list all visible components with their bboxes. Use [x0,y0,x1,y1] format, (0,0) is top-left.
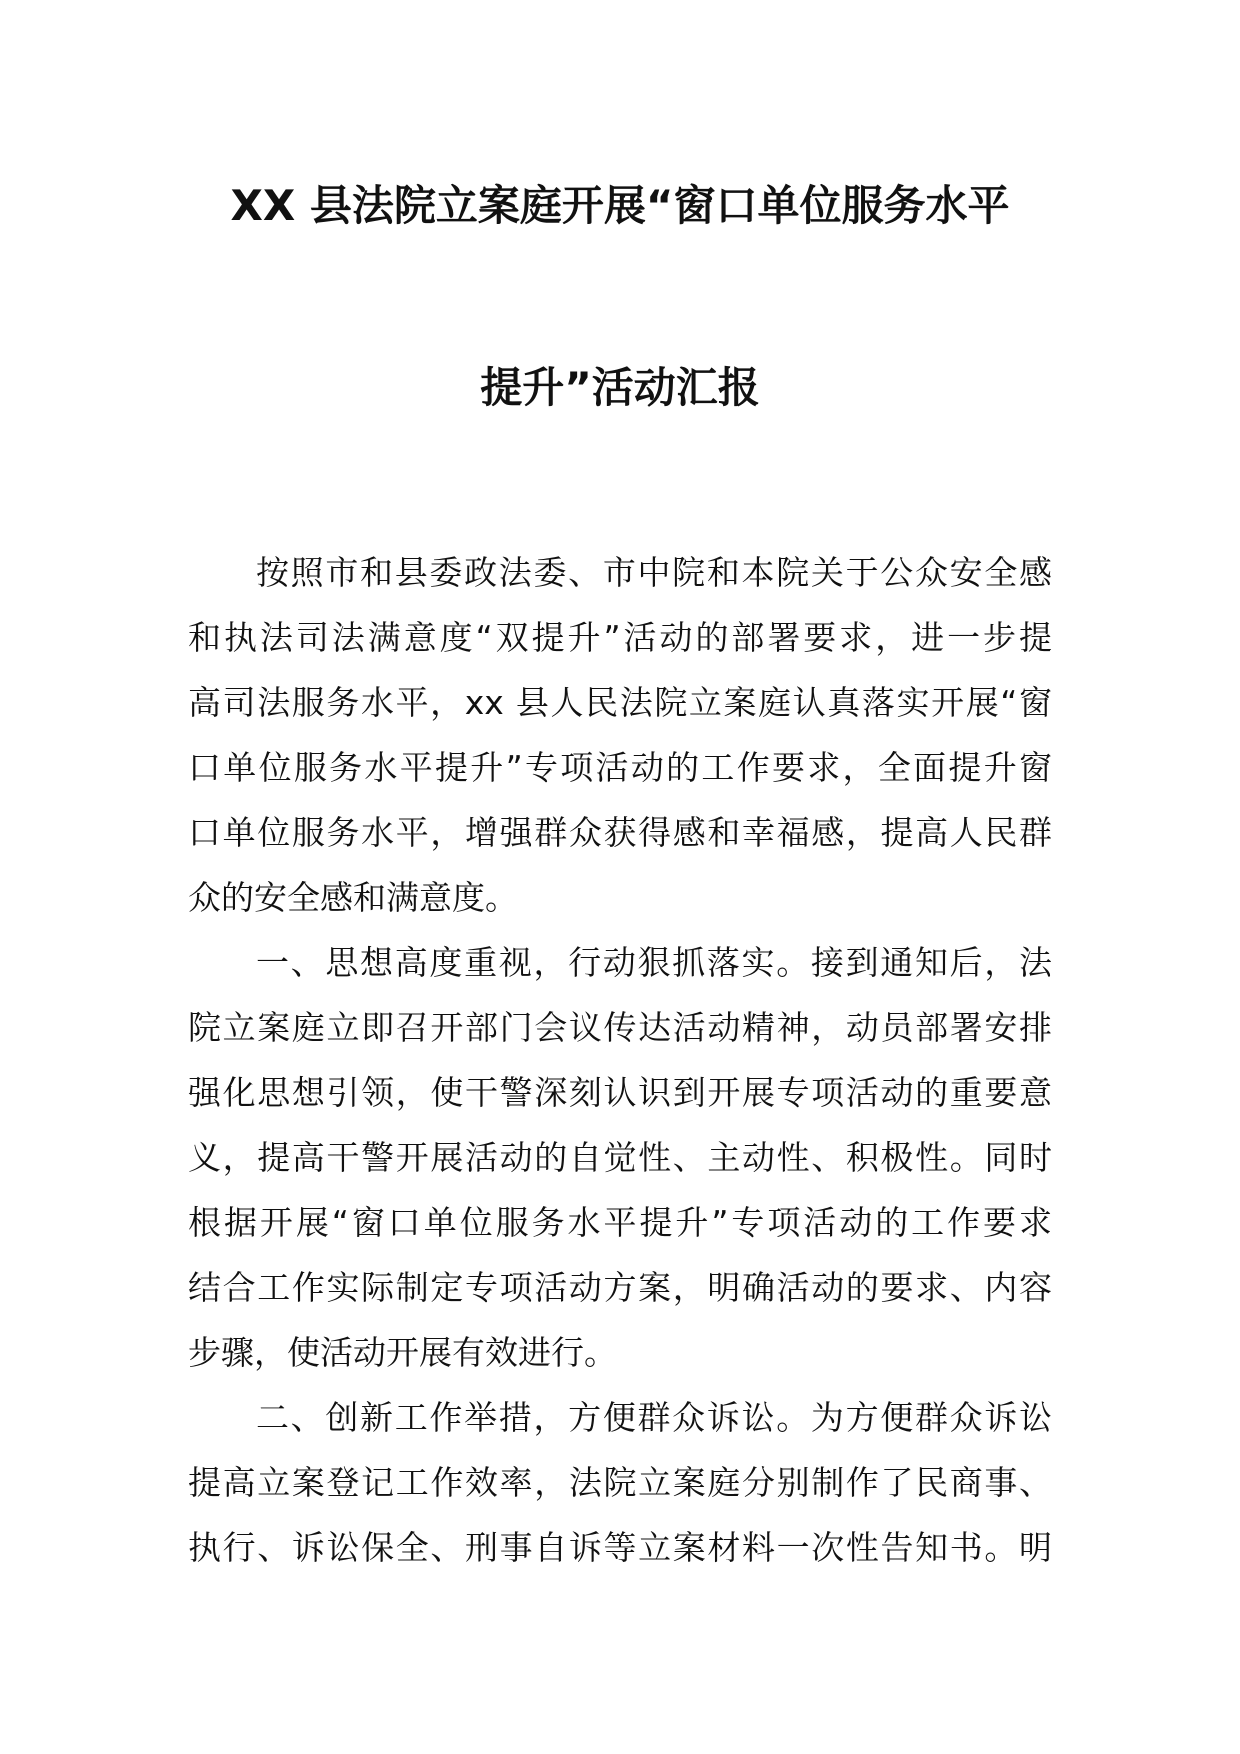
text-line: 院立案庭立即召开部门会议传达活动精神，动员部署安排 [188,1008,1052,1047]
text-line: 强化思想引领，使干警深刻认识到开展专项活动的重要意 [188,1073,1052,1112]
text-line: 按照市和县委政法委、市中院和本院关于公众安全感 [256,553,1052,592]
text-line: 一、思想高度重视，行动狠抓落实。接到通知后，法 [256,943,1052,982]
text-line: 众的安全感和满意度。 [188,878,518,917]
text-line: 口单位服务水平提升”专项活动的工作要求，全面提升窗 [188,748,1052,787]
paragraph-intro [188,540,1052,930]
text-line: 高司法服务水平，xx 县人民法院立案庭认真落实开展“窗 [188,683,1052,722]
text-line: 提高立案登记工作效率，法院立案庭分别制作了民商事、 [188,1463,1052,1502]
document-title-line-2: 提升”活动汇报 [480,363,760,412]
document-title-line-1: XX 县法院立案庭开展“窗口单位服务水平 [230,181,1010,230]
text-line: 执行、诉讼保全、刑事自诉等立案材料一次性告知书。明 [188,1528,1052,1567]
text-line: 和执法司法满意度“双提升”活动的部署要求，进一步提 [188,618,1052,657]
text-line: 口单位服务水平，增强群众获得感和幸福感，提高人民群 [188,813,1052,852]
document-body [188,540,1052,1580]
text-line: 步骤，使活动开展有效进行。 [188,1333,617,1372]
text-line: 根据开展“窗口单位服务水平提升”专项活动的工作要求 [188,1203,1052,1242]
text-line: 二、创新工作举措，方便群众诉讼。为方便群众诉讼 [256,1398,1052,1437]
paragraph-section-1 [188,930,1052,1385]
paragraph-section-2 [188,1385,1052,1580]
text-line: 结合工作实际制定专项活动方案，明确活动的要求、内容 [188,1268,1052,1307]
text-line: 义，提高干警开展活动的自觉性、主动性、积极性。同时 [188,1138,1052,1177]
